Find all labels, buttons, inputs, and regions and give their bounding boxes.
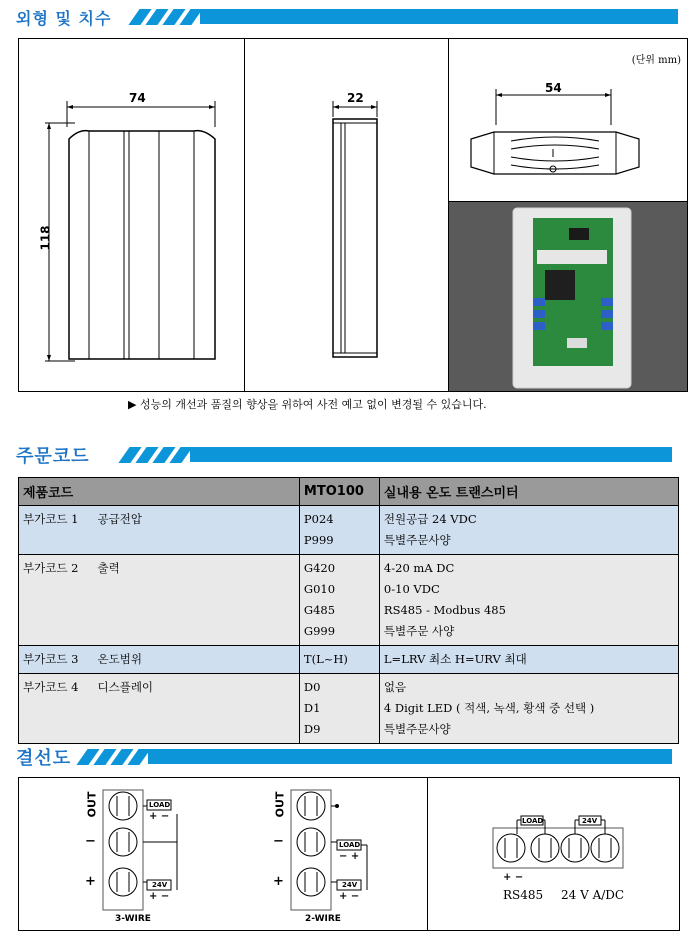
- load-label: LOAD: [339, 841, 361, 849]
- option-description: 4-20 mA DC: [383, 561, 455, 575]
- width-dimension: 74: [129, 91, 146, 105]
- table-header-row: [19, 478, 679, 506]
- order-code-table: [18, 477, 679, 744]
- option-description: 0-10 VDC: [383, 582, 440, 596]
- option-name: 공급전압: [97, 512, 142, 526]
- out-label: OUT: [85, 791, 99, 818]
- order-slashes: [124, 447, 187, 463]
- order-section-header: [16, 444, 90, 466]
- load-label: LOAD: [522, 817, 544, 825]
- option-description: 특별주문사양: [383, 533, 451, 547]
- model-code: MTO100: [299, 478, 379, 506]
- option-value: P999: [303, 533, 334, 547]
- option-value: D1: [303, 701, 321, 715]
- table-row: [19, 506, 679, 555]
- option-name: 출력: [97, 561, 120, 575]
- front-view-panel: [18, 38, 245, 392]
- two-wire-label: 2-WIRE: [305, 914, 341, 924]
- option-name: 온도범위: [97, 652, 142, 666]
- mount-dimension: 54: [545, 81, 562, 95]
- option-name: 디스플레이: [97, 680, 154, 694]
- out-label: OUT: [273, 791, 287, 818]
- wiring-panel: [18, 777, 680, 931]
- rs485-label: RS485: [503, 888, 544, 902]
- supply-label: 24V: [152, 881, 168, 889]
- product-photo-panel: [448, 201, 688, 392]
- option-code: 부가코드 1: [23, 512, 79, 526]
- wiring-section-header: [16, 746, 71, 768]
- load-polarity: + −: [149, 811, 170, 822]
- wiring-bar: [148, 749, 672, 764]
- dimensions-title: 외형 및 치수: [16, 8, 112, 28]
- rs485-polarity: + −: [503, 872, 524, 883]
- supply-polarity: + −: [149, 891, 170, 902]
- header-slashes: [134, 9, 197, 25]
- order-title: 주문코드: [16, 446, 90, 467]
- option-description: 4 Digit LED ( 적색, 녹색, 황색 중 선택 ): [383, 701, 595, 715]
- product-description: 실내용 온도 트랜스미터: [379, 478, 678, 506]
- load-polarity: − +: [339, 851, 360, 862]
- option-value: P024: [303, 512, 334, 526]
- option-value: T(L~H): [303, 652, 348, 666]
- supply-voltage-label: 24 V A/DC: [561, 888, 625, 902]
- wiring-slashes: [82, 749, 145, 765]
- option-value: G999: [303, 624, 336, 638]
- option-description: 특별주문 사양: [383, 624, 455, 638]
- plus-label: +: [273, 874, 284, 889]
- order-bar: [190, 447, 672, 462]
- side-view-panel: [244, 38, 449, 392]
- supply-label: 24V: [342, 881, 358, 889]
- option-value: G485: [303, 603, 336, 617]
- plus-label: +: [85, 874, 96, 889]
- option-value: D0: [303, 680, 321, 694]
- option-description: 특별주문사양: [383, 722, 451, 736]
- change-notice: ▶ 성능의 개선과 품질의 향상을 위하여 사전 예고 없이 변경될 수 있습니다.: [128, 398, 487, 411]
- mount-drawing: [449, 39, 687, 201]
- option-value: G420: [303, 561, 336, 575]
- option-code: 부가코드 2: [23, 561, 79, 575]
- wiring-title: 결선도: [16, 748, 72, 769]
- option-code: 부가코드 4: [23, 680, 79, 694]
- option-value: D9: [303, 722, 321, 736]
- table-row: [19, 674, 679, 744]
- mount-view-panel: [448, 38, 688, 202]
- option-description: 전원공급 24 VDC: [383, 512, 477, 526]
- unit-label: (단위 mm): [631, 55, 681, 66]
- option-value: G010: [303, 582, 336, 596]
- load-label: LOAD: [149, 801, 171, 809]
- table-row: [19, 646, 679, 674]
- three-wire-label: 3-WIRE: [115, 914, 151, 924]
- product-photo: [449, 202, 687, 391]
- height-dimension: 118: [38, 225, 53, 251]
- dimensions-section-header: [16, 6, 111, 28]
- minus-label: −: [85, 834, 96, 849]
- supply-polarity: + −: [339, 891, 360, 902]
- option-description: 없음: [383, 680, 407, 694]
- supply-label: 24V: [582, 817, 598, 825]
- depth-dimension: 22: [347, 91, 364, 105]
- option-description: RS485 - Modbus 485: [383, 603, 506, 617]
- table-row: [19, 555, 679, 646]
- product-code-header: 제품코드: [19, 478, 300, 506]
- header-bar: [200, 9, 678, 24]
- option-description: L=LRV 최소 H=URV 최대: [383, 652, 527, 666]
- minus-label: −: [273, 834, 284, 849]
- option-code: 부가코드 3: [23, 652, 79, 666]
